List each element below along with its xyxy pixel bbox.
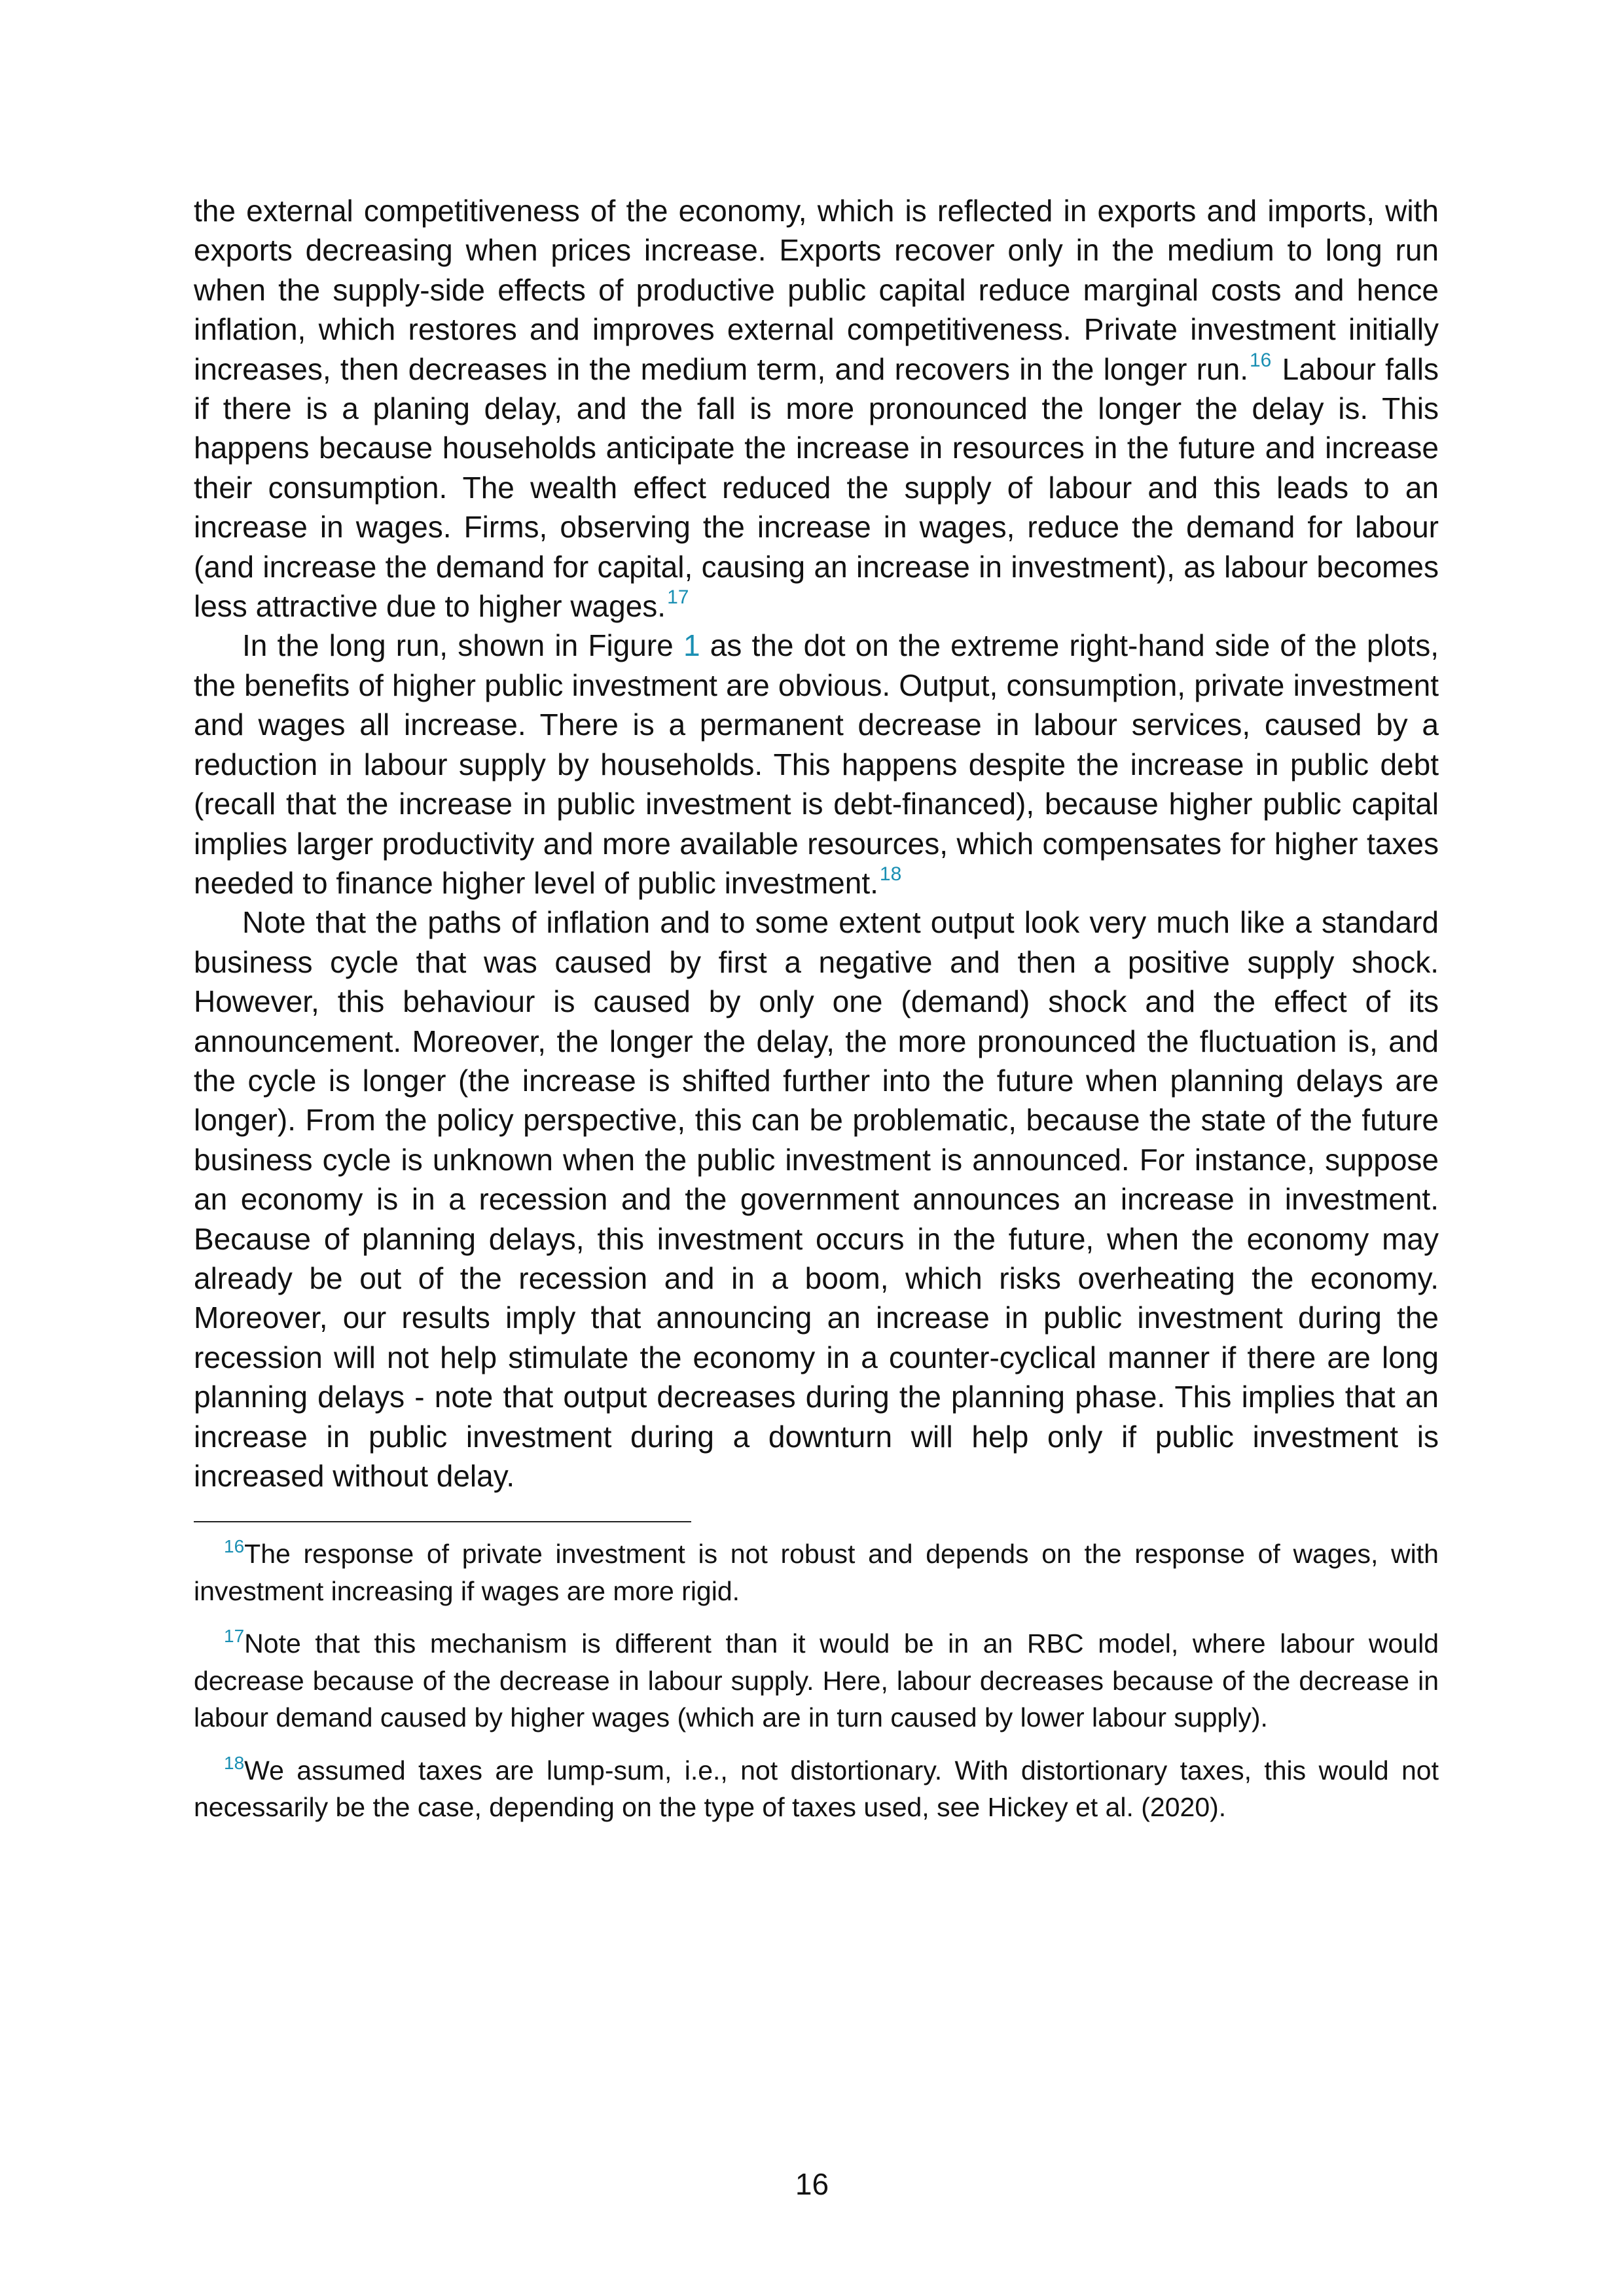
- paragraph-text: as the dot on the extreme right-hand side of the plots, the benefits of higher public investment are obvious. Output, consumption, private investment and wages all increase. There is a permanent decrease in labour services, caused by a reduction in labour supply by households. This happens despite the increase in public debt (recall that the increase in public investment is debt-financed), because higher public capital implies larger productivity and more available resources, which compensates for higher taxes needed to finance higher level of public investment.: [194, 628, 1439, 900]
- body-text: [194, 191, 1439, 1496]
- footnote-text: Note that this mechanism is different than it would be in an RBC model, where labour would decrease because of the decrease in labour supply. Here, labour decreases because of the decrease in labour demand caused by higher wages (which are in turn caused by lower labour supply).: [194, 1628, 1439, 1732]
- footnote-mark: 18: [224, 1752, 245, 1773]
- footnote: [194, 1535, 1439, 1609]
- paragraph-text: Labour falls if there is a planing delay, and the fall is more pronounced the longer the delay is. This happens because households anticipate the increase in resources in the future and increase their consumption. The wealth effect reduced the supply of labour and this leads to an increase in wages. Firms, observing the increase in wages, reduce the demand for labour (and increase the demand for capital, causing an increase in investment), as labour becomes less attractive due to higher wages.: [194, 351, 1439, 624]
- footnotes-section: [194, 1535, 1439, 1842]
- paragraph-text: In the long run, shown in Figure: [242, 628, 683, 663]
- paragraph-text: Note that the paths of inflation and to some extent output look very much like a standard business cycle that was caused by first a negative and then a positive supply shock. However, this behaviour is caused by only one (demand) shock and the effect of its announcement. Moreover, the longer the delay, the more pronounced the fluctuation is, and the cycle is longer (the increase is shifted further into the future when planning delays are longer). From the policy perspective, this can be problematic, because the state of the future business cycle is unknown when the public investment is announced. For instance, suppose an economy is in a recession and the government announces an increase in investment. Because of planning delays, this investment occurs in the future, when the economy may already be out of the recession and in a boom, which risks overheating the economy. Moreover, our results imply that announcing an increase in public investment during the recession will not help stimulate the economy in a counter-cyclical manner if there are long planning delays - note that output decreases during the planning phase. This implies that an increase in public investment during a downturn will help only if public investment is increased without delay.: [194, 905, 1439, 1493]
- footnote-reference-link[interactable]: 18: [879, 863, 902, 885]
- figure-reference-link[interactable]: 1: [683, 628, 700, 663]
- footnote-reference-link[interactable]: 17: [667, 586, 689, 609]
- body-paragraph: [194, 903, 1439, 1496]
- paragraph-text: the external competitiveness of the economy, which is reflected in exports and imports, with exports decreasing when prices increase. Exports recover only in the medium to long run when the supply-side effects of productive public capital reduce marginal costs and hence inflation, which restores and improves external competitiveness. Private investment initially increases, then decreases in the medium term, and recovers in the longer run.: [194, 194, 1439, 386]
- footnote-mark: 17: [224, 1626, 245, 1646]
- footnote: [194, 1625, 1439, 1736]
- footnote-text: We assumed taxes are lump-sum, i.e., not distortionary. With distortionary taxes, this would not necessarily be the case, depending on the type of taxes used, see Hickey et al. (2020).: [194, 1755, 1439, 1822]
- footnote-mark: 16: [224, 1536, 245, 1556]
- footnote-text: The response of private investment is not robust and depends on the response of wages, with investment increasing if wages are more rigid.: [194, 1539, 1439, 1606]
- footnote-separator: [194, 1521, 691, 1522]
- footnote: [194, 1752, 1439, 1826]
- page-number: 16: [795, 2167, 829, 2201]
- body-paragraph: [194, 626, 1439, 903]
- body-paragraph: [194, 191, 1439, 626]
- footnote-reference-link[interactable]: 16: [1250, 349, 1272, 371]
